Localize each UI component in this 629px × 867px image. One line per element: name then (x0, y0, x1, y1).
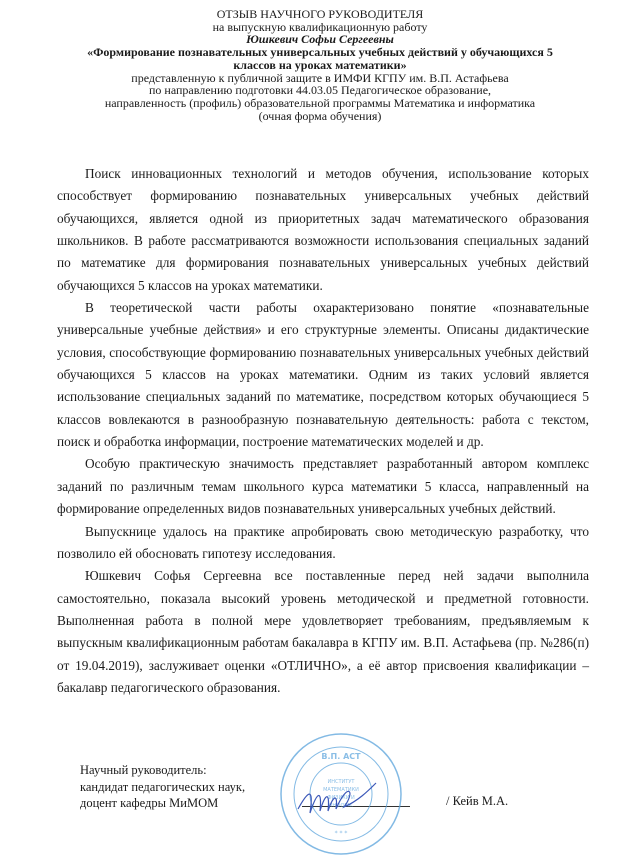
signer-name: / Кейв М.А. (446, 794, 509, 808)
document-title: ОТЗЫВ НАУЧНОГО РУКОВОДИТЕЛЯ (216, 7, 424, 21)
topic-line-1: «Формирование познавательных универсальных учебных действий у обучающихся 5 (87, 45, 553, 60)
paragraph: Выпускнице удалось на практике апробировать свою методическую разработку, что позволило ей обосновать гипотезу исследования. (57, 523, 589, 561)
header-line-4: (очная форма обучения) (258, 108, 382, 123)
signer-role: Научный руководитель: (80, 763, 207, 777)
document-subtitle: на выпускную квалификационную работу (212, 19, 428, 34)
svg-text:* * *: * * * (334, 830, 348, 837)
signer-position: доцент кафедры МиМОМ (80, 796, 219, 810)
paragraph: Юшкевич Софья Сергеевна все поставленные перед ней задачи выполнила самостоятельно, показала высокий уровень методической и предметной готовности. Выполненная работа в полной мере удовлетворяет требованиям, предъявляемым к выпускным квалификационным работам бакалавра в КГПУ им. В.П. Астафьева (пр. №286(п) от 19.04.2019), заслуживает оценки «ОТЛИЧНО», а её автор присвоения квалификации – бакалавр педагогического образования. (57, 568, 589, 695)
signer-degree: кандидат педагогических наук, (80, 779, 246, 794)
svg-text:МАТЕМАТИКИ: МАТЕМАТИКИ (323, 787, 359, 793)
stamp-seal-icon (278, 731, 404, 857)
topic-line-2: классов на уроках математики» (233, 57, 407, 72)
paragraph: Поиск инновационных технологий и методов обучения, использование которых способствует формированию познавательных универсальных учебных действий обучающихся, является одной из приоритетных задач математического образования школьников. В работе рассматриваются возможности использования специальных заданий по математике для формирования познавательных универсальных учебных действий обучающихся 5 классов на уроках математики. (57, 166, 589, 293)
paragraph: Особую практическую значимость представляет разработанный автором комплекс заданий по различным темам школьного курса математики 5 класса, направленный на формирование определенных видов познавательных универсальных учебных действий. (57, 456, 589, 517)
svg-text:ИНСТИТУТ: ИНСТИТУТ (327, 779, 355, 785)
svg-text:ФИЗИКИ И: ФИЗИКИ И (327, 795, 355, 801)
header-line-1: представленную к публичной защите в ИМФИ КГПУ им. В.П. Астафьева (131, 70, 509, 85)
review-body (57, 163, 589, 699)
student-name: Юшкевич Софьи Сергеевны (246, 32, 394, 47)
header-line-3: направленность (профиль) образовательной программы Математика и информатика (104, 95, 536, 110)
svg-text:В.П. АСТ: В.П. АСТ (321, 752, 361, 761)
signature-block (80, 762, 245, 812)
svg-text:ИНФОРМ.: ИНФОРМ. (328, 803, 354, 809)
paragraph: В теоретической части работы охарактеризовано понятие «познавательные универсальные учебные действия» и его структурные элементы. Описаны дидактические условия, способствующие формированию познавательных универсальных учебных действий обучающихся 5 классов на уроках математики. Одним из таких условий является использование специальных заданий по математике, посредством которых обучающиеся 5 классов вовлекаются в разнообразную познавательную деятельность: работа с текстом, поиск и обработка информации, построение математических моделей и др. (57, 300, 589, 450)
header-line-2: по направлению подготовки 44.03.05 Педагогическое образование, (148, 83, 492, 98)
document-header (40, 8, 600, 122)
